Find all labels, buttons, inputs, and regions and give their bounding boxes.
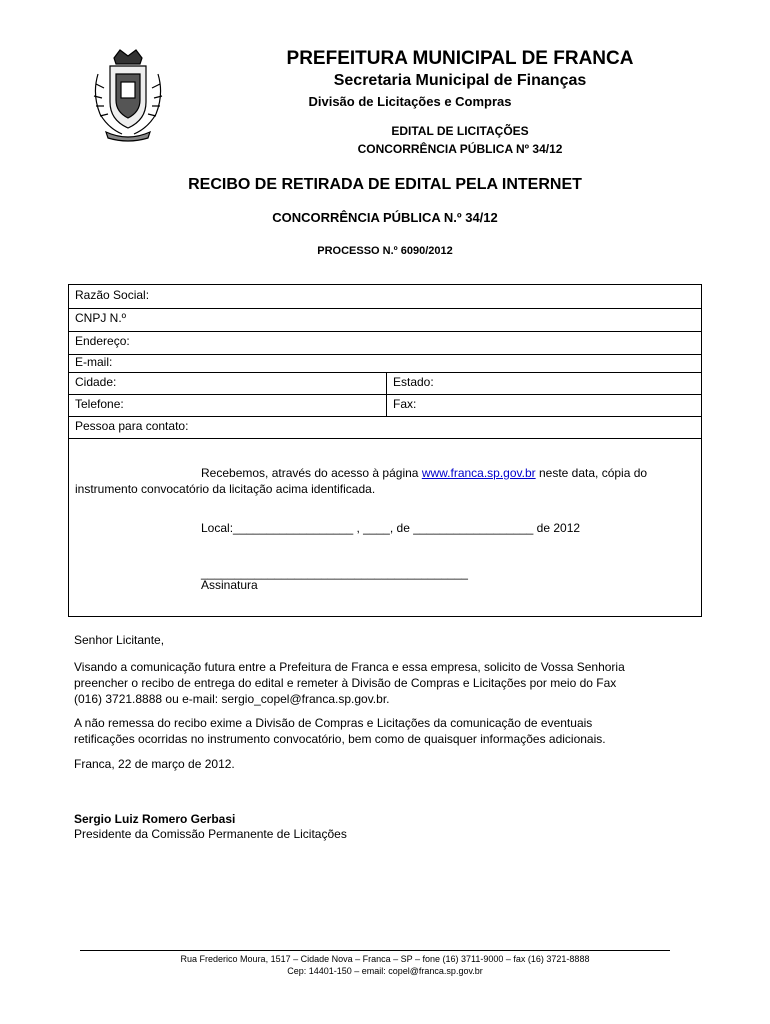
razao-social-field[interactable]: Razão Social: — [69, 285, 701, 309]
local-date-line[interactable]: Local:__________________ , ____, de __________________ de 2012 — [201, 521, 581, 535]
signer-name: Sergio Luiz Romero Gerbasi — [74, 812, 236, 826]
endereco-field[interactable]: Endereço: — [69, 331, 701, 355]
telefone-fax-row[interactable] — [69, 394, 701, 417]
signature-label: Assinatura — [201, 578, 258, 592]
cidade-estado-row[interactable] — [69, 372, 701, 395]
document-title: RECIBO DE RETIRADA DE EDITAL PELA INTERNET — [188, 176, 582, 193]
cnpj-field[interactable]: CNPJ N.º — [69, 308, 701, 332]
header-concorrencia: CONCORRÊNCIA PÚBLICA Nº 34/12 — [357, 142, 563, 156]
telefone-label: Telefone: — [75, 397, 124, 411]
division-title: Divisão de Licitações e Compras — [308, 94, 512, 109]
column-divider — [386, 372, 387, 416]
concorrencia-number: CONCORRÊNCIA PÚBLICA N.º 34/12 — [272, 210, 498, 225]
website-link[interactable]: www.franca.sp.gov.br — [421, 466, 536, 480]
letter-date: Franca, 22 de março de 2012. — [74, 757, 235, 771]
processo-number: PROCESSO N.º 6090/2012 — [317, 245, 453, 257]
cidade-label: Cidade: — [75, 375, 117, 389]
city-hall-title: PREFEITURA MUNICIPAL DE FRANCA — [286, 48, 634, 69]
signature-line[interactable]: ________________________________________ — [201, 566, 468, 580]
paragraph-1: Visando a comunicação futura entre a Prefeitura de Franca e essa empresa, solicito de Vossa Senhoria preencher o recibo de entrega do edital e remeter à Divisão de Compras e Licitações por meio do Fax (016) 3721.8888 ou e-mail: sergio_copel@franca.sp.gov.br. — [74, 660, 625, 706]
footer-contact: Cep: 14401-150 – email: copel@franca.sp.gov.br — [287, 966, 483, 976]
salutation: Senhor Licitante, — [74, 633, 165, 647]
estado-label: Estado: — [393, 375, 434, 389]
secretariat-title: Secretaria Municipal de Finanças — [333, 72, 587, 89]
signer-role: Presidente da Comissão Permanente de Licitações — [74, 827, 347, 841]
contato-field[interactable]: Pessoa para contato: — [69, 416, 701, 439]
email-field[interactable]: E-mail: — [69, 354, 701, 373]
fax-label: Fax: — [393, 397, 417, 411]
footer-divider — [80, 950, 670, 951]
receipt-statement: Recebemos, através do acesso à página www.franca.sp.gov.br neste data, cópia do instrumento convocatório da licitação acima identificada. — [75, 466, 648, 496]
receipt-form — [68, 284, 702, 617]
paragraph-2: A não remessa do recibo exime a Divisão de Compras e Licitações da comunicação de eventuais retificações ocorridas no instrumento convocatório, bem como de quaisquer informações adicionais. — [74, 716, 606, 746]
footer-address: Rua Frederico Moura, 1517 – Cidade Nova – Franca – SP – fone (16) 3711-9000 – fax (16) 3721-8888 — [180, 954, 590, 964]
edital-heading: EDITAL DE LICITAÇÕES — [391, 124, 529, 138]
